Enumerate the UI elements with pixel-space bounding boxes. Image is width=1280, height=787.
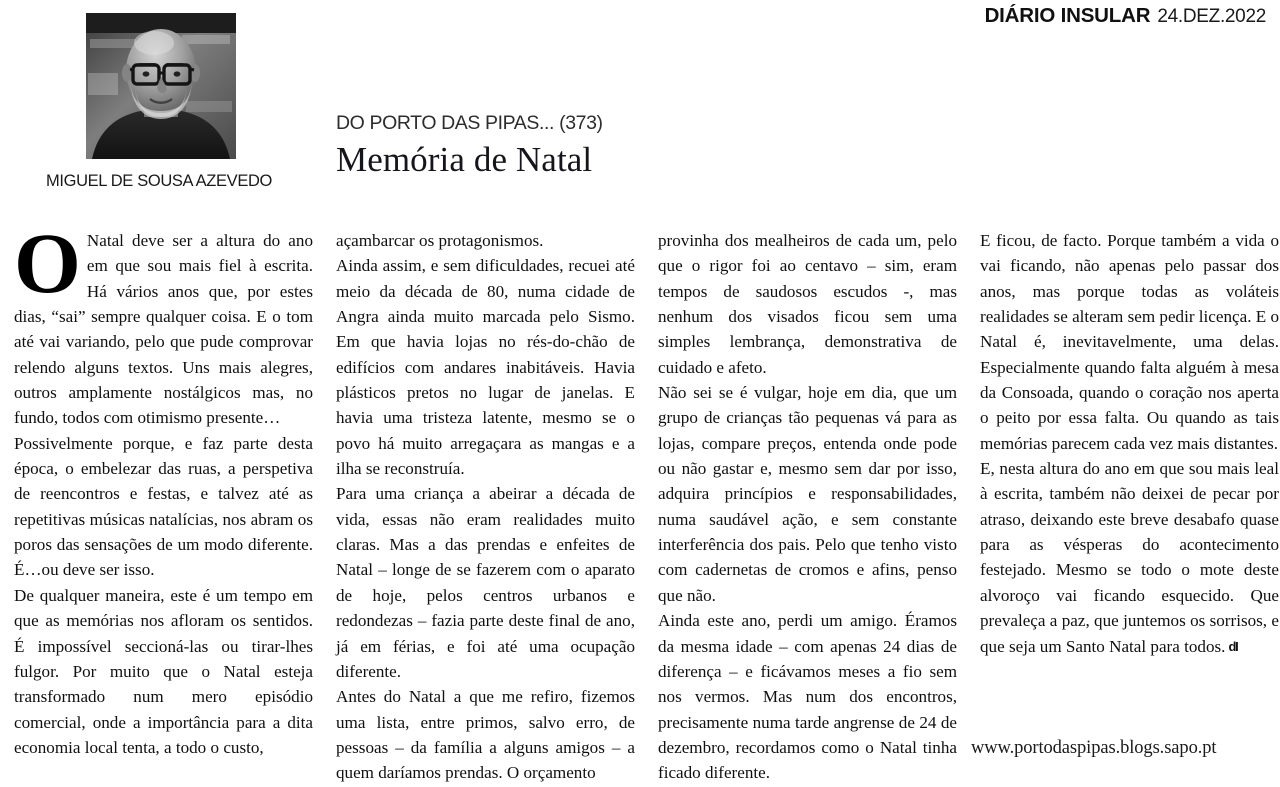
paragraph: açambarcar os protagonismos.: [336, 231, 544, 250]
publication-date: 24.DEZ.2022: [1157, 6, 1266, 27]
paragraph: Ainda este ano, perdi um amigo. Éramos da mesma idade – com apenas 24 dias de diferença – e ficávamos meses a fio sem nos vermos. Mas num dos encontros, precisamente numa tarde angrense de 24 de dezembro, recordamos como o Natal tinha ficado diferente.: [658, 611, 957, 783]
headline-block: [336, 113, 976, 203]
article-body: [14, 215, 1279, 786]
article-column-3: [658, 228, 957, 786]
paragraph: provinha dos mealheiros de cada um, pelo que o rigor foi ao centavo – sim, eram tempos de saudosos escudos -, mas nenhum dos visados ficou sem uma simples lembrança, demonstrativa de cuidado e afeto.: [658, 231, 957, 377]
author-block: [0, 13, 318, 191]
article-column-2: [336, 228, 635, 786]
paragraph: Para uma criança a abeirar a década de vida, essas não eram realidades muito claras. Mas a das prendas e enfeites de Natal – longe de se fazerem com o aparato de hoje, pelos centros urbanos e redondezas – fazia parte deste final de ano, já em férias, e foi até uma ocupação diferente.: [336, 484, 635, 681]
paragraph: Possivelmente porque, e faz parte desta época, o embelezar das ruas, a perspetiva de reencontros e festas, e talvez até as repetitivas músicas natalícias, nos abram os poros das sensações de um modo diferente. É…ou deve ser isso.: [14, 433, 313, 580]
author-photo: [86, 13, 236, 159]
author-portrait-illustration: [86, 13, 236, 159]
paragraph: De qualquer maneira, este é um tempo em que as memórias nos afloram os sentidos. É impossível seccioná-las ou tirar-lhes fulgor. Por muito que o Natal esteja transformado num mero episódio comercial, onde a importância para a dita economia local tenta, a todo o custo,: [14, 585, 313, 757]
paragraph: E ficou, de facto. Porque também a vida o vai ficando, não apenas pelo passar dos anos, mas porque todas as voláteis realidades se alteram sem pedir licença. E o Natal é, inevitavelmente, uma delas. Especialmente quando falta alguém à mesa da Consoada, quando o coração nos aperta o peito por essa falta. Ou quando as tais memórias parecem cada vez mais distantes.: [980, 231, 1279, 453]
article-column-4: [980, 228, 1279, 786]
paragraph: ONatal deve ser a altura do ano em que sou mais fiel à escrita. Há vários anos que, por estes dias, “sai” sempre qualquer coisa. E o tom até vai variando, pelo que pude comprovar relendo alguns textos. Uns mais alegres, outros amplamente nostálgicos mas, no fundo, todos com otimismo presente…: [14, 215, 313, 428]
author-name: MIGUEL DE SOUSA AZEVEDO: [45, 172, 273, 190]
publication-title: DIÁRIO INSULAR: [984, 4, 1151, 27]
paragraph-final: [980, 456, 1279, 660]
blog-url[interactable]: www.portodaspipas.blogs.sapo.pt: [971, 738, 1217, 758]
paragraph: Ainda assim, e sem dificuldades, recuei até meio da década de 80, numa cidade de Angra ainda muito marcada pelo Sismo. Em que havia lojas no rés-do-chão de edifícios com andares inabitáveis. Havia plásticos pretos no lugar de janelas. E havia uma tristeza latente, mesmo se o povo há muito arregaçara as mangas e a ilha se reconstruía.: [336, 256, 635, 479]
article-column-1: [14, 215, 313, 786]
page-title: Memória de Natal: [336, 140, 593, 180]
paragraph-text: E, nesta altura do ano em que sou mais leal à escrita, também não deixei de pecar por atraso, deixando este breve desabafo quase para as vésperas do acontecimento festejado. Mesmo se todo o mote deste alvoroço vai ficando esquecido. Que prevaleça a paz, que juntemos os sorrisos, e que seja um Santo Natal para todos.: [980, 459, 1279, 656]
masthead: [985, 4, 1266, 28]
end-mark-icon: dI: [1228, 638, 1238, 654]
paragraph: Não sei se é vulgar, hoje em dia, que um grupo de crianças tão pequenas vá para as lojas, compare preços, entenda onde pode ou não gastar e, mesmo sem dar por isso, adquira princípios e responsabilidades, numa saudável ação, e sem constante interferência dos pais. Pelo que tenho visto com cadernetas de cromos e afins, penso que não.: [658, 383, 957, 605]
article-kicker: DO PORTO DAS PIPAS... (373): [336, 112, 603, 134]
paragraph: Antes do Natal a que me refiro, fizemos uma lista, entre primos, salvo erro, de pessoas – da família a alguns amigos – a quem daríamos prendas. O orçamento: [336, 687, 635, 783]
